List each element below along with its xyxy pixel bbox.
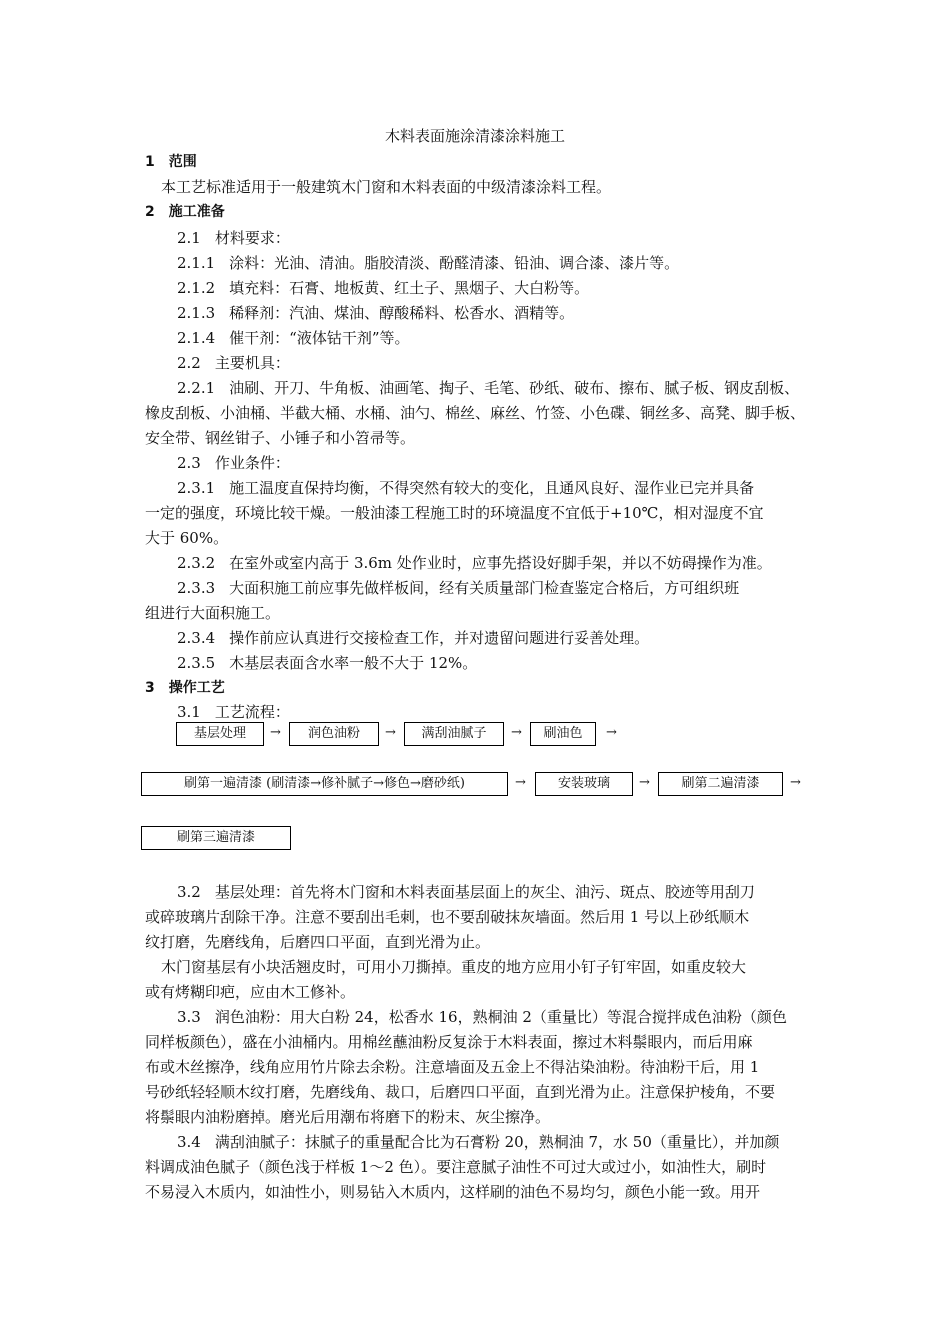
clause-text: 操作前应认真进行交接检查工作，并对遗留问题进行妥善处理。 (229, 629, 650, 647)
clause-text: 主要机具： (214, 354, 290, 372)
clause-text: 油刷、开刀、牛角板、油画笔、掏子、毛笔、砂纸、破布、擦布、腻子板、钢皮刮板、 (229, 379, 800, 397)
section-number: 1 (145, 154, 155, 170)
paragraph-line: 纹打磨，先磨线角，后磨四口平面，直到光滑为止。 (145, 933, 491, 951)
clause-number: 2.2.1 (177, 379, 216, 397)
flow-step-second-varnish: 刷第二遍清漆 (658, 772, 783, 796)
clause-text: 润色油粉：用大白粉 24，松香水 16，熟桐油 2（重量比）等混合搅拌成色油粉（颜色 (214, 1008, 787, 1026)
clause-3-2 (177, 880, 857, 904)
clause-number: 3.2 (177, 883, 201, 901)
flow-arrow: → (270, 725, 281, 740)
paragraph-line: 一定的强度，环境比较干燥。一般油漆工程施工时的环境温度不宜低于+10℃，相对湿度不宜 (145, 504, 764, 522)
subsection-2-1 (177, 226, 857, 250)
clause-text: 满刮油腻子：抹腻子的重量配合比为石膏粉 20，熟桐油 7，水 50（重量比），并加颜 (214, 1133, 780, 1151)
subsection-2-3 (177, 451, 857, 475)
section-title: 操作工艺 (168, 680, 225, 696)
clause-2-1-4 (177, 326, 857, 350)
clause-text: 在室外或室内高于 3.6m 处作业时，应事先搭设好脚手架，并以不妨碍操作为准。 (229, 554, 772, 572)
section-2-heading (145, 200, 825, 224)
flow-arrow: → (639, 775, 650, 790)
clause-text: 作业条件： (214, 454, 290, 472)
flow-arrow: → (385, 725, 396, 740)
flow-step-oil-powder: 润色油粉 (289, 722, 379, 746)
clause-text: 填充料：石膏、地板黄、红土子、黑烟子、大白粉等。 (229, 279, 590, 297)
section-number: 2 (145, 204, 155, 220)
clause-text: 木基层表面含水率一般不大于 12%。 (229, 654, 478, 672)
subsection-3-1 (177, 700, 857, 724)
clause-number: 2.3.4 (177, 629, 216, 647)
clause-text: 催干剂：“液体钴干剂”等。 (229, 329, 410, 347)
paragraph-line: 木门窗基层有小块活翘皮时，可用小刀撕掉。重皮的地方应用小钉子钉牢固，如重皮较大 (161, 958, 747, 976)
flow-step-third-varnish: 刷第三遍清漆 (141, 826, 291, 850)
clause-number: 2.3 (177, 454, 201, 472)
subsection-2-2 (177, 351, 857, 375)
clause-2-1-1 (177, 251, 857, 275)
clause-number: 2.2 (177, 354, 201, 372)
paragraph-line: 将鬃眼内油粉磨掉。磨光后用潮布将磨下的粉末、灰尘擦净。 (145, 1108, 551, 1126)
paragraph-line: 橡皮刮板、小油桶、半截大桶、水桶、油勺、棉丝、麻丝、竹签、小色碟、铜丝多、高凳、脚手板、 (145, 404, 806, 422)
clause-number: 2.3.5 (177, 654, 216, 672)
flow-step-install-glass: 安装玻璃 (535, 772, 633, 796)
flow-arrow: → (790, 775, 801, 790)
paragraph-line: 不易浸入木质内，如油性小，则易钻入木质内，这样刷的油色不易均匀，颜色小能一致。用开 (145, 1183, 761, 1201)
clause-text: 涂料：光油、清油。脂胶清淡、酚醛清漆、铅油、调合漆、漆片等。 (229, 254, 680, 272)
clause-3-4 (177, 1130, 857, 1154)
clause-text: 大面积施工前应事先做样板间，经有关质量部门检查鉴定合格后，方可组织班 (229, 579, 740, 597)
clause-text: 施工温度直保持均衡，不得突然有较大的变化，且通风良好、湿作业已完并具备 (229, 479, 755, 497)
clause-number: 2.1 (177, 229, 201, 247)
clause-number: 2.1.1 (177, 254, 216, 272)
clause-2-3-3 (177, 576, 857, 600)
clause-2-3-4 (177, 626, 857, 650)
flow-step-oil-color: 刷油色 (530, 722, 596, 746)
paragraph-line: 组进行大面积施工。 (145, 604, 281, 622)
clause-number: 2.3.2 (177, 554, 216, 572)
section-number: 3 (145, 680, 155, 696)
section-3-heading (145, 676, 825, 700)
paragraph-line: 大于 60%。 (145, 529, 229, 547)
paragraph-line: 同样板颜色），盛在小油桶内。用棉丝蘸油粉反复涂于木料表面，擦过木料鬃眼内，而后用麻 (145, 1033, 753, 1051)
clause-number: 3.1 (177, 703, 201, 721)
document-title: 木料表面施涂清漆涂料施工 (384, 127, 565, 145)
flow-step-first-varnish: 刷第一遍清漆 (刷清漆→修补腻子→修色→磨砂纸) (141, 772, 508, 796)
section-title: 施工准备 (168, 204, 225, 220)
clause-number: 2.1.4 (177, 329, 216, 347)
flow-step-base-treatment: 基层处理 (176, 722, 264, 746)
clause-number: 2.3.1 (177, 479, 216, 497)
clause-number: 2.1.2 (177, 279, 216, 297)
flow-arrow: → (606, 725, 617, 740)
clause-2-3-2 (177, 551, 857, 575)
clause-number: 3.3 (177, 1008, 201, 1026)
clause-number: 2.1.3 (177, 304, 216, 322)
paragraph-line: 号砂纸轻轻顺木纹打磨，先磨线角、裁口，后磨四口平面，直到光滑为止。注意保护棱角，不要 (145, 1083, 776, 1101)
section-title: 范围 (168, 154, 197, 170)
flow-step-putty: 满刮油腻子 (404, 722, 504, 746)
clause-number: 3.4 (177, 1133, 201, 1151)
clause-2-2-1 (177, 376, 857, 400)
clause-2-1-3 (177, 301, 857, 325)
paragraph-line: 或碎玻璃片刮除干净。注意不要刮出毛刺，也不要刮破抹灰墙面。然后用 1 号以上砂纸顺木 (145, 908, 750, 926)
clause-2-3-5 (177, 651, 857, 675)
paragraph-line: 料调成油色腻子（颜色浅于样板 1～2 色）。要注意腻子油性不可过大或过小，如油性大，刷时 (145, 1158, 767, 1176)
paragraph-line: 或有烤糊印疤，应由木工修补。 (145, 983, 356, 1001)
clause-text: 工艺流程： (214, 703, 290, 721)
clause-number: 2.3.3 (177, 579, 216, 597)
clause-2-1-2 (177, 276, 857, 300)
flow-arrow: → (515, 775, 526, 790)
flow-arrow: → (511, 725, 522, 740)
section-1-heading (145, 150, 825, 174)
clause-3-3 (177, 1005, 857, 1029)
clause-2-3-1 (177, 476, 857, 500)
paragraph-line: 安全带、钢丝钳子、小锤子和小笤帚等。 (145, 429, 416, 447)
paragraph: 本工艺标准适用于一般建筑木门窗和木料表面的中级清漆涂料工程。 (161, 178, 612, 196)
clause-text: 材料要求： (214, 229, 290, 247)
paragraph-line: 布或木丝擦净，线角应用竹片除去余粉。注意墙面及五金上不得沾染油粉。待油粉干后，用 1 (145, 1058, 760, 1076)
clause-text: 基层处理：首先将木门窗和木料表面基层面上的灰尘、油污、斑点、胶迹等用刮刀 (214, 883, 755, 901)
clause-text: 稀释剂：汽油、煤油、醇酸稀料、松香水、酒精等。 (229, 304, 575, 322)
